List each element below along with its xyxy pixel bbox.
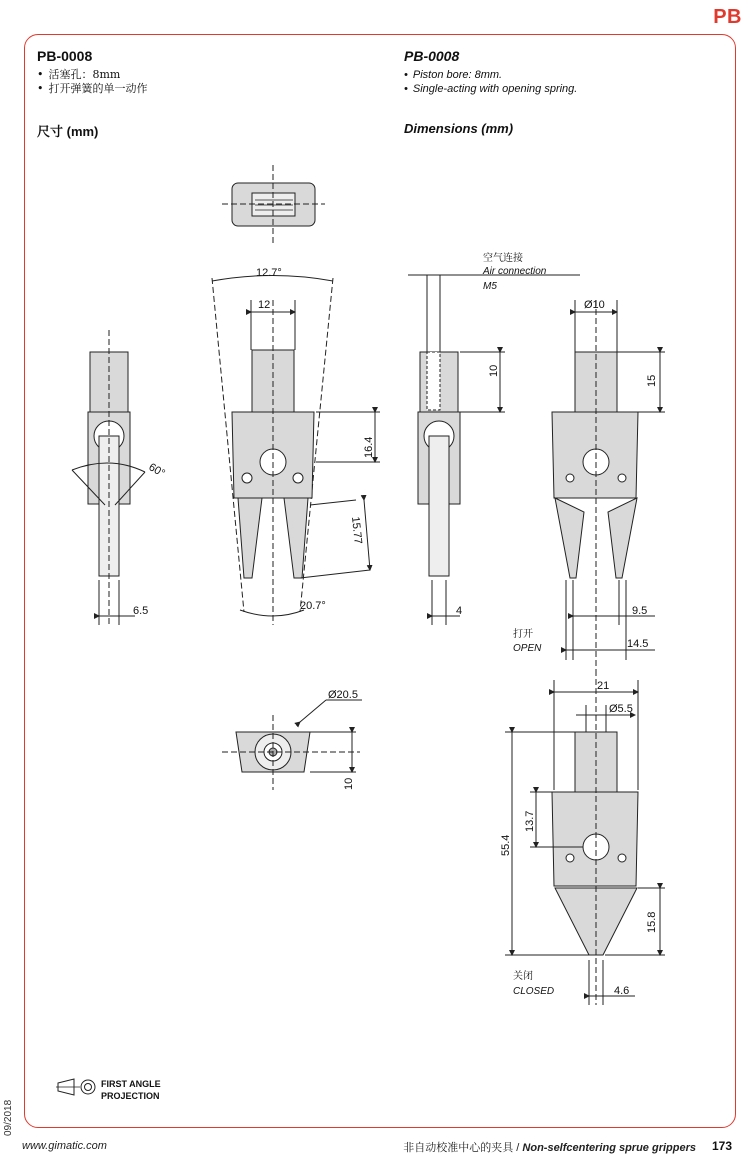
dim-open-height: 15 (646, 374, 658, 387)
air-connection-zh: 空气连接 (483, 253, 523, 264)
projection-line-1: FIRST ANGLE (101, 1079, 161, 1089)
dim-closed-body-height: 13.7 (524, 810, 536, 832)
page-number: 173 (711, 1139, 732, 1153)
dim-open-width-1: 9.5 (632, 605, 648, 617)
air-connection-thread: M5 (483, 281, 497, 292)
footer-title-separator: / (513, 1142, 523, 1154)
spec-item: • Piston bore: 8mm. (404, 68, 577, 82)
air-connection-en: Air connection (483, 266, 547, 277)
spec-item: • Single-acting with opening spring. (404, 82, 577, 96)
dim-closed-total-height: 55.4 (500, 834, 512, 856)
dim-side2-width: 4 (456, 605, 463, 617)
bottom-view (222, 700, 362, 790)
dim-bottom-height: 10 (343, 777, 355, 790)
dim-closed-width: 21 (597, 680, 610, 692)
first-angle-projection-icon (56, 1077, 98, 1097)
dimensions-title-zh: 尺寸 (mm) (37, 124, 99, 139)
spec-item: • 打开弹簧的单一动作 (37, 82, 148, 96)
footer-title-zh: 非自动校准中心的夹具 (403, 1141, 514, 1154)
product-code-en: PB-0008 (404, 48, 460, 64)
footer-title (403, 1139, 696, 1155)
footer-url[interactable]: www.gimatic.com (22, 1140, 107, 1152)
closed-label-zh: 关闭 (513, 971, 533, 982)
side-view-left (72, 330, 145, 625)
projection-label (101, 1078, 161, 1102)
dim-open-diameter: Ø10 (584, 299, 605, 311)
open-label-en: OPEN (513, 643, 542, 654)
dim-side-width: 6.5 (133, 605, 149, 617)
dim-piston-length: 10 (488, 364, 500, 377)
open-view (552, 300, 665, 670)
spec-item: • 活塞孔：8mm (37, 68, 148, 82)
dim-closed-diameter: Ø5.5 (609, 703, 633, 715)
dim-height-body: 16.4 (363, 436, 375, 458)
dim-side-angle: 60° (146, 461, 167, 480)
dim-open-width-2: 14.5 (627, 638, 649, 650)
top-view (222, 165, 325, 245)
dim-angle-top: 12.7° (256, 267, 282, 279)
dimensions-title-en: Dimensions (mm) (404, 121, 514, 136)
closed-view (505, 670, 665, 1005)
dim-bottom-diameter: Ø20.5 (328, 689, 358, 701)
dim-closed-tip: 4.6 (614, 985, 630, 997)
section-tab-label: PB (713, 6, 742, 28)
front-view-center (212, 276, 380, 626)
product-code-zh: PB-0008 (37, 48, 93, 64)
dim-jaw-angle: 20.7° (300, 600, 326, 612)
projection-line-2: PROJECTION (101, 1091, 160, 1101)
edition-date: 09/2018 (3, 1099, 14, 1136)
dim-closed-jaw-height: 15.8 (646, 911, 658, 933)
dim-width-top: 12 (258, 299, 271, 311)
closed-label-en: CLOSED (513, 986, 555, 997)
open-label-zh: 打开 (513, 629, 533, 640)
footer-title-en: Non-selfcentering sprue grippers (522, 1142, 696, 1154)
dim-jaw-length: 15.77 (349, 516, 364, 545)
